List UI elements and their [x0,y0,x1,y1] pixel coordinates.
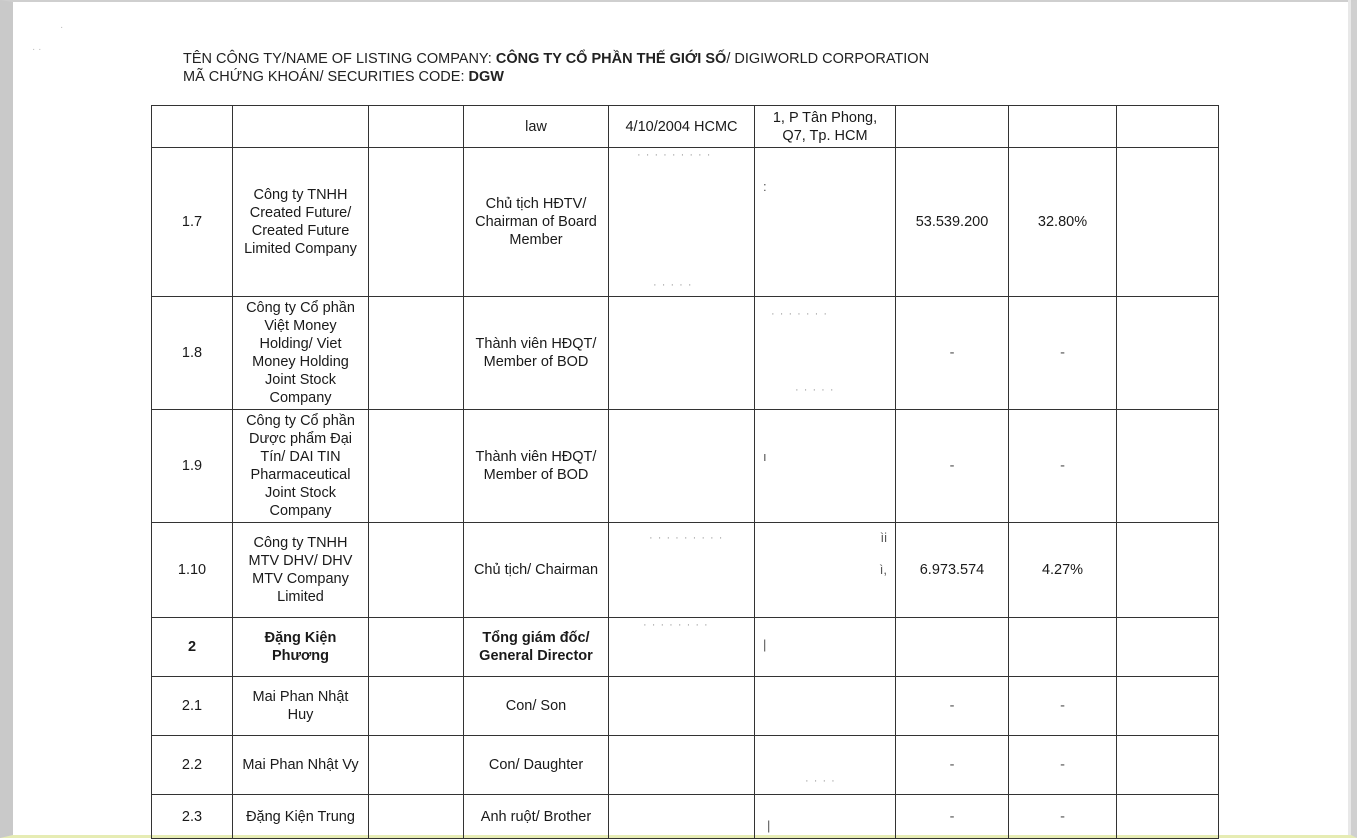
redacted-mark: · · · · · [795,384,835,396]
empty-cell [369,106,464,148]
shares-owned: - [896,297,1009,410]
redacted-mark: ı [763,449,767,464]
row-number: 1.10 [152,523,233,618]
note [1117,297,1219,410]
note [1117,618,1219,677]
position: Chủ tịch HĐTV/ Chairman of Board Member [464,148,609,297]
row-number: 2.2 [152,736,233,795]
address [755,410,896,523]
ownership-ratio [1009,618,1117,677]
document-header [183,50,929,86]
position: law [464,106,609,148]
redacted-mark: ìi [880,530,887,545]
shares-owned: - [896,736,1009,795]
note [1117,410,1219,523]
scan-specks: · [60,22,64,33]
note [1117,106,1219,148]
issue-date-place [609,148,755,297]
shares-owned: - [896,795,1009,839]
issue-date-place [609,523,755,618]
related-person-name: Công ty Cổ phần Việt Money Holding/ Viet Money Holding Joint Stock Company [233,297,369,410]
row-number: 2.3 [152,795,233,839]
issue-date-place [609,736,755,795]
note [1117,677,1219,736]
empty-cell [369,297,464,410]
row-number: 2.1 [152,677,233,736]
address [755,618,896,677]
page-edge-shadow [1348,0,1351,835]
redacted-mark: | [763,637,767,652]
note [1117,148,1219,297]
empty-cell [369,736,464,795]
company-label: TÊN CÔNG TY/NAME OF LISTING COMPANY: [183,51,496,67]
position: Thành viên HĐQT/ Member of BOD [464,297,609,410]
table-row [152,297,1219,410]
redacted-mark: · · · · · · · · · [637,149,712,161]
address [755,677,896,736]
ownership-ratio: 4.27% [1009,523,1117,618]
securities-code-line [183,68,929,86]
related-person-name: Công ty TNHH Created Future/ Created Future Limited Company [233,148,369,297]
note [1117,795,1219,839]
row-number: 2 [152,618,233,677]
table-row [152,677,1219,736]
shares-owned [896,106,1009,148]
ownership-ratio: - [1009,736,1117,795]
address: 1, P Tân Phong, Q7, Tp. HCM [755,106,896,148]
position: Con/ Son [464,677,609,736]
ownership-ratio: - [1009,410,1117,523]
securities-code: DGW [468,69,504,85]
row-number: 1.9 [152,410,233,523]
company-name-en: / DIGIWORLD CORPORATION [726,51,930,67]
address [755,523,896,618]
related-person-name [233,106,369,148]
ownership-ratio: - [1009,677,1117,736]
row-number: 1.8 [152,297,233,410]
shares-owned: - [896,410,1009,523]
table-row [152,148,1219,297]
securities-code-label: MÃ CHỨNG KHOÁN/ SECURITIES CODE: [183,69,469,85]
ownership-ratio: - [1009,795,1117,839]
shares-owned: 53.539.200 [896,148,1009,297]
position: Tổng giám đốc/ General Director [464,618,609,677]
redacted-mark: · · · · [805,775,836,787]
address [755,736,896,795]
redacted-mark: : [763,179,767,194]
empty-cell [369,618,464,677]
empty-cell [369,795,464,839]
table-row [152,106,1219,148]
ownership-ratio: - [1009,297,1117,410]
ownership-ratio [1009,106,1117,148]
related-person-name: Công ty Cổ phần Dược phẩm Đại Tín/ DAI TIN Pharmaceutical Joint Stock Company [233,410,369,523]
row-number: 1.7 [152,148,233,297]
position: Anh ruột/ Brother [464,795,609,839]
table-row [152,795,1219,839]
redacted-mark: · · · · · · · · [643,619,709,631]
issue-date-place [609,297,755,410]
empty-cell [369,410,464,523]
related-person-name: Mai Phan Nhật Huy [233,677,369,736]
issue-date-place [609,795,755,839]
empty-cell [369,523,464,618]
ownership-ratio: 32.80% [1009,148,1117,297]
address [755,297,896,410]
redacted-mark: · · · · · · · [771,308,828,320]
row-number [152,106,233,148]
company-name-line [183,50,929,68]
related-person-name: Mai Phan Nhật Vy [233,736,369,795]
issue-date-place [609,677,755,736]
table-row [152,523,1219,618]
shares-owned: - [896,677,1009,736]
address [755,795,896,839]
related-person-name: Công ty TNHH MTV DHV/ DHV MTV Company Limited [233,523,369,618]
table-row [152,410,1219,523]
related-person-name: Đặng Kiện Trung [233,795,369,839]
empty-cell [369,148,464,297]
note [1117,736,1219,795]
table-row-principal [152,618,1219,677]
position: Con/ Daughter [464,736,609,795]
scan-specks: · · [32,44,42,55]
table-row [152,736,1219,795]
related-persons-table [151,105,1219,839]
issue-date-place [609,410,755,523]
redacted-mark: ì, [879,562,887,577]
redacted-mark: · · · · · [653,279,693,291]
company-name-vn: CÔNG TY CỔ PHẦN THẾ GIỚI SỐ [495,51,727,67]
position: Thành viên HĐQT/ Member of BOD [464,410,609,523]
shares-owned: 6.973.574 [896,523,1009,618]
note [1117,523,1219,618]
issue-date-place: 4/10/2004 HCMC [609,106,755,148]
empty-cell [369,677,464,736]
redacted-mark: | [767,818,771,833]
insider-name: Đặng Kiện Phương [233,618,369,677]
redacted-mark: · · · · · · · · · [649,532,724,544]
address [755,148,896,297]
position: Chủ tịch/ Chairman [464,523,609,618]
issue-date-place [609,618,755,677]
shares-owned [896,618,1009,677]
